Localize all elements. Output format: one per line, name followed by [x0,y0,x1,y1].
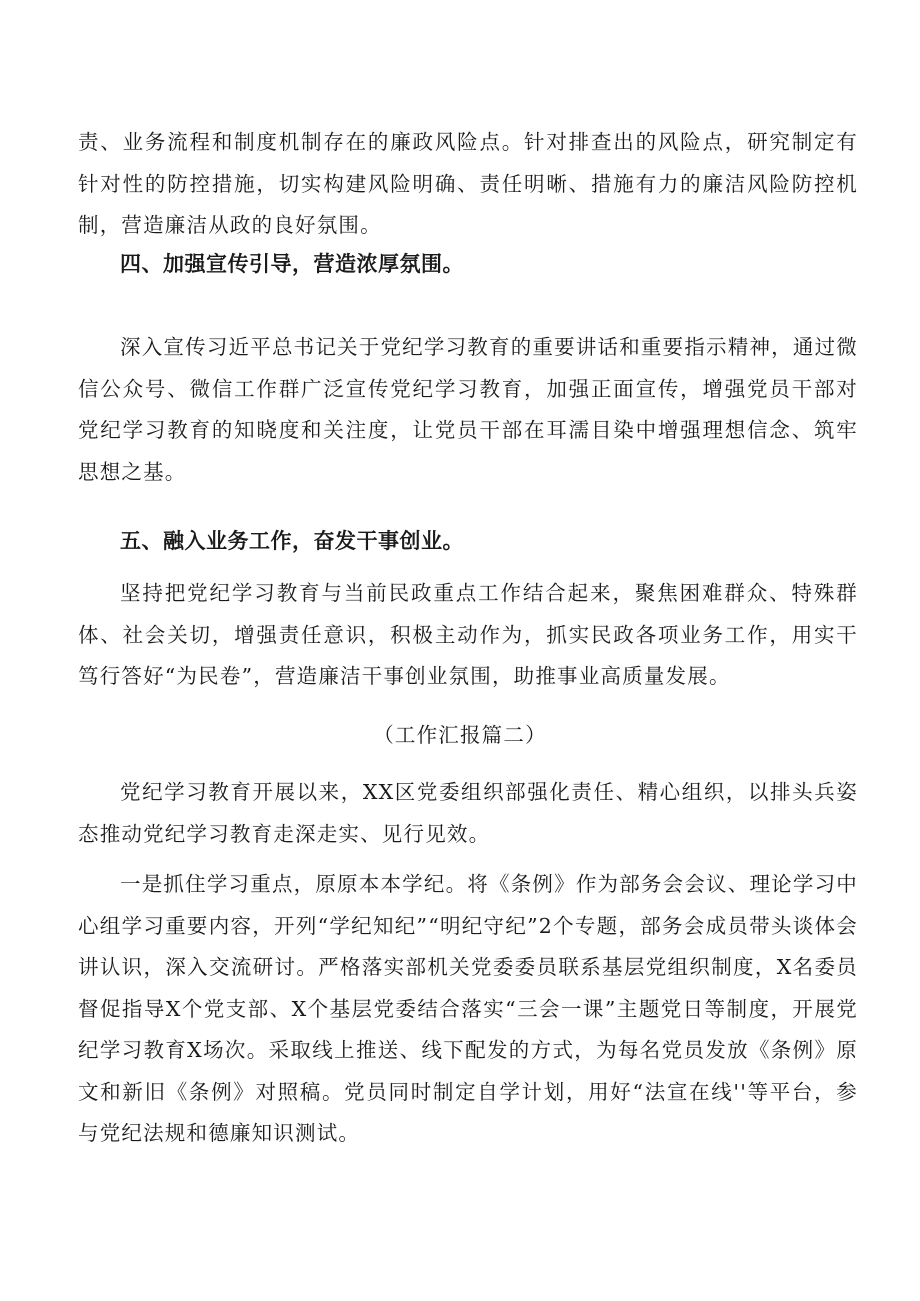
paragraph-intro: 党纪学习教育开展以来，XX区党委组织部强化责任、精心组织，以排头兵姿态推动党纪学习教育走深走实、见行见效。 [78,780,858,846]
paragraph-4: 深入宣传习近平总书记关于党纪学习教育的重要讲话和重要指示精神，通过微信公众号、微信工作群广泛宣传党纪学习教育，加强正面宣传，增强党员干部对党纪学习教育的知晓度和关注度，让党员干部在耳濡目染中增强理想信念、筑牢思想之基。 [78,335,858,484]
paragraph-5: 坚持把党纪学习教育与当前民政重点工作结合起来，聚焦困难群众、特殊群体、社会关切，增强责任意识，积极主动作为，抓实民政各项业务工作，用实干笃行答好“为民卷”，营造廉洁干事创业氛围，助推事业高质量发展。 [78,581,858,688]
section-heading-5: 五、融入业务工作，奋发干事创业。 [120,529,464,553]
section-title: （工作汇报篇二） [373,723,547,747]
paragraph-continuation: 责、业务流程和制度机制存在的廉政风险点。针对排查出的风险点，研究制定有针对性的防控措施，切实构建风险明确、责任明晰、措施有力的廉洁风险防控机制，营造廉洁从政的良好氛围。 [78,130,858,237]
paragraph-item-1: 一是抓住学习重点，原原本本学纪。将《条例》作为部务会会议、理论学习中心组学习重要内容，开列“学纪知纪”“明纪守纪”2个专题，部务会成员带头谈体会讲认识，深入交流研讨。严格落实部机关党委委员联系基层党组织制度，X名委员督促指导X个党支部、X个基层党委结合落实“三会一课”主题党日等制度，开展党纪学习教育X场次。采取线上推送、线下配发的方式，为每名党员发放《条例》原文和新旧《条例》对照稿。党员同时制定自学计划，用好“法宣在线''等平台，参与党纪法规和德廉知识测试。 [78,872,858,1145]
section-heading-4: 四、加强宣传引导，营造浓厚氛围。 [120,252,464,276]
